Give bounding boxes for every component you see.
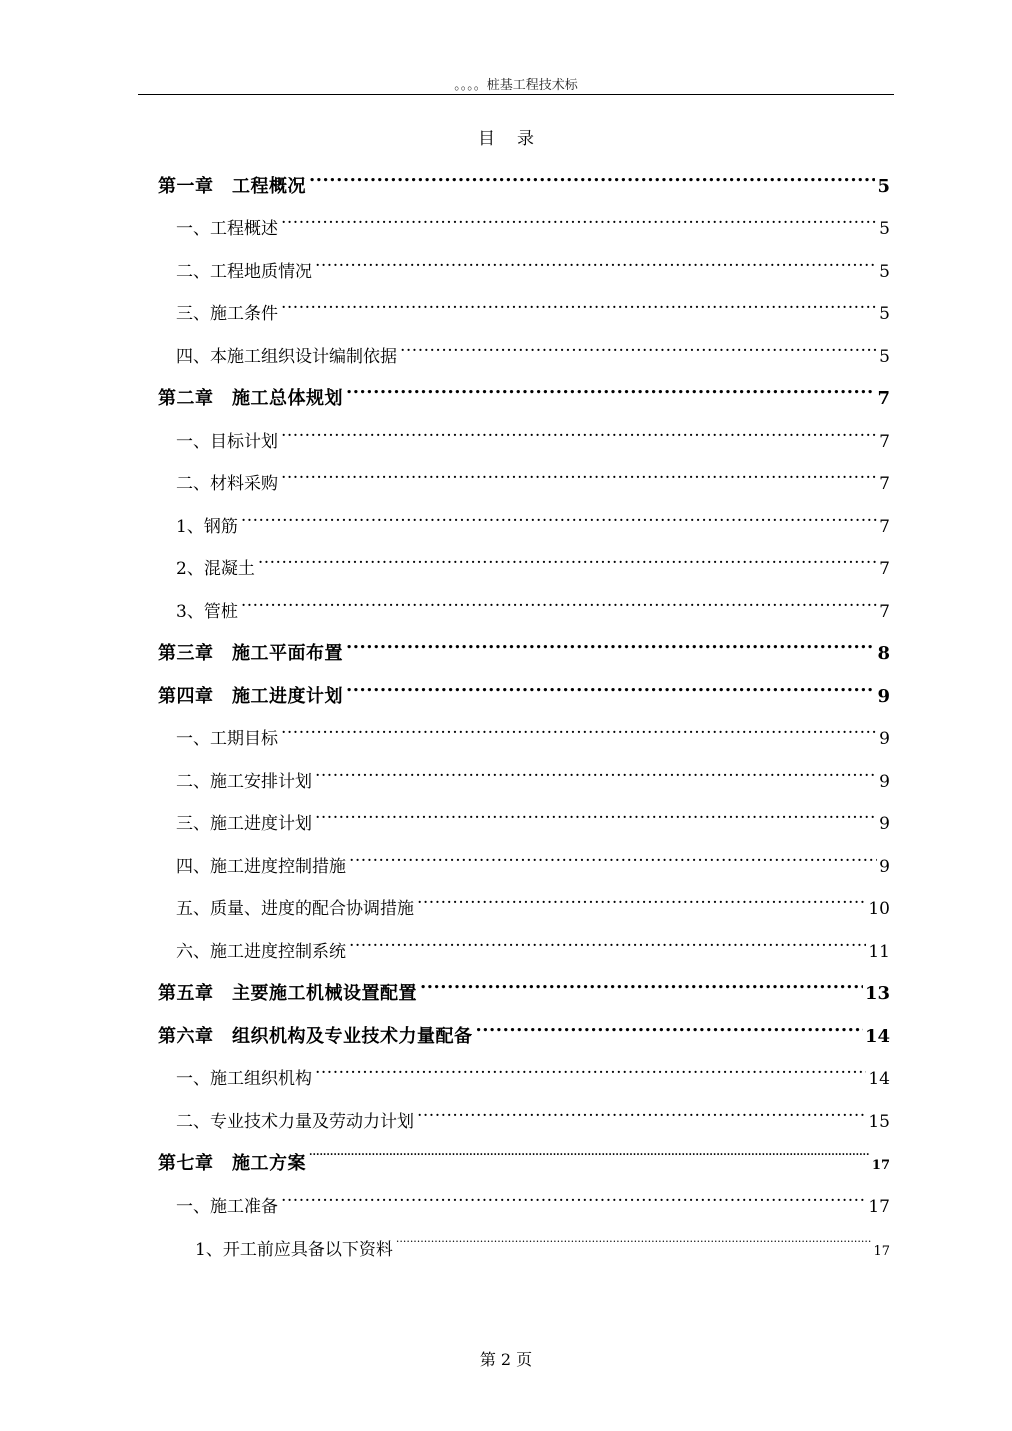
toc-entry-label: 第五章 主要施工机械设置配置 [158, 983, 417, 1004]
toc-leader-dots [346, 670, 875, 702]
toc-leader-dots [476, 1010, 863, 1042]
header-divider [138, 94, 894, 95]
toc-entry-page: 7 [879, 432, 890, 452]
toc-entry-page: 9 [879, 772, 890, 792]
toc-entry-section[interactable] [176, 415, 890, 452]
toc-entry-label: 四、本施工组织设计编制依据 [176, 347, 397, 367]
toc-entry-label: 第七章 施工方案 [158, 1153, 306, 1174]
toc-entry-page: 13 [864, 983, 890, 1004]
toc-entry-section[interactable] [176, 882, 890, 919]
toc-entry-page: 17 [873, 1244, 890, 1259]
toc-entry-label: 二、专业技术力量及劳动力计划 [176, 1112, 414, 1132]
toc-entry-section[interactable] [176, 840, 890, 877]
toc-entry-page: 15 [868, 1112, 890, 1132]
toc-entry-label: 第六章 组织机构及专业技术力量配备 [158, 1026, 473, 1047]
toc-entry-label: 二、材料采购 [176, 474, 278, 494]
toc-entry-page: 9 [877, 686, 890, 707]
toc-entry-section[interactable] [176, 1180, 890, 1217]
toc-entry-page: 9 [879, 814, 890, 834]
toc-entry-label: 一、工程概述 [176, 219, 278, 239]
toc-entry-page: 7 [879, 602, 890, 622]
toc-entry-label: 第三章 施工平面布置 [158, 643, 343, 664]
toc-entry-label: 三、施工进度计划 [176, 814, 312, 834]
toc-leader-dots [281, 287, 877, 319]
toc-leader-dots [241, 585, 877, 617]
toc-leader-dots [346, 372, 875, 404]
toc-entry-section[interactable] [176, 245, 890, 282]
toc-entry-label: 1、开工前应具备以下资料 [195, 1240, 393, 1260]
toc-leader-dots [315, 245, 877, 277]
toc-entry-chapter[interactable] [158, 1010, 890, 1047]
toc-leader-dots [417, 882, 866, 914]
toc-entry-label: 第四章 施工进度计划 [158, 686, 343, 707]
toc-entry-page: 14 [868, 1069, 890, 1089]
toc-leader-dots [315, 1052, 866, 1084]
toc-entry-section[interactable] [176, 712, 890, 749]
toc-entry-subsection[interactable] [176, 500, 890, 537]
toc-entry-subsection[interactable] [176, 542, 890, 579]
toc-entry-label: 一、目标计划 [176, 432, 278, 452]
toc-leader-dots [281, 415, 877, 447]
toc-leader-dots [417, 1095, 866, 1127]
toc-leader-dots [315, 797, 877, 829]
toc-entry-page: 17 [868, 1197, 890, 1217]
toc-leader-dots [315, 755, 877, 787]
toc-leader-dots [281, 1180, 866, 1212]
toc-entry-label: 2、混凝土 [176, 559, 255, 579]
toc-entry-page: 5 [879, 347, 890, 367]
toc-entry-page: 5 [877, 176, 890, 197]
toc-entry-chapter[interactable] [158, 372, 890, 409]
toc-entry-page: 5 [879, 262, 890, 282]
toc-leader-dots [400, 330, 877, 362]
toc-entry-page: 10 [868, 899, 890, 919]
toc-title: 目录 [478, 129, 556, 149]
toc-leader-dots [349, 925, 866, 957]
toc-leader-dots [349, 840, 877, 872]
toc-entry-section[interactable] [176, 755, 890, 792]
toc-entry-label: 四、施工进度控制措施 [176, 857, 346, 877]
toc-leader-dots [396, 1223, 872, 1255]
toc-entry-page: 17 [871, 1158, 890, 1173]
toc-entry-label: 3、管桩 [176, 602, 238, 622]
toc-entry-label: 六、施工进度控制系统 [176, 942, 346, 962]
toc-entry-label: 一、施工组织机构 [176, 1069, 312, 1089]
toc-entry-page: 7 [879, 559, 890, 579]
toc-entry-section[interactable] [176, 925, 890, 962]
toc-entry-label: 第二章 施工总体规划 [158, 388, 343, 409]
toc-entry-section[interactable] [176, 287, 890, 324]
toc-entry-page: 9 [879, 729, 890, 749]
toc-entry-section[interactable] [176, 1052, 890, 1089]
toc-entry-chapter[interactable] [158, 1137, 890, 1174]
toc-entry-section[interactable] [176, 457, 890, 494]
toc-entry-page: 7 [879, 517, 890, 537]
toc-entry-page: 8 [877, 643, 890, 664]
toc-entry-label: 一、施工准备 [176, 1197, 278, 1217]
toc-entry-section[interactable] [176, 330, 890, 367]
toc-leader-dots [241, 500, 877, 532]
toc-entry-page: 9 [879, 857, 890, 877]
toc-entry-label: 第一章 工程概况 [158, 176, 306, 197]
page-number-footer: 第 2 页 [479, 1350, 533, 1369]
toc-entry-label: 一、工期目标 [176, 729, 278, 749]
toc-entry-label: 五、质量、进度的配合协调措施 [176, 899, 414, 919]
toc-entry-chapter[interactable] [158, 967, 890, 1004]
toc-leader-dots [281, 712, 877, 744]
toc-entry-section[interactable] [176, 797, 890, 834]
toc-leader-dots [309, 160, 875, 192]
toc-entry-label: 1、钢筋 [176, 517, 238, 537]
toc-entry-subsection[interactable] [195, 1223, 890, 1260]
toc-entry-page: 5 [879, 219, 890, 239]
toc-entry-label: 二、施工安排计划 [176, 772, 312, 792]
toc-entry-label: 二、工程地质情况 [176, 262, 312, 282]
toc-leader-dots [346, 627, 875, 659]
toc-leader-dots [258, 542, 877, 574]
toc-leader-dots [281, 202, 877, 234]
toc-leader-dots [281, 457, 877, 489]
toc-entry-subsection[interactable] [176, 585, 890, 622]
toc-entry-page: 5 [879, 304, 890, 324]
toc-entry-section[interactable] [176, 202, 890, 239]
toc-leader-dots [309, 1137, 870, 1169]
toc-entry-page: 7 [879, 474, 890, 494]
running-header: 。。。。桩基工程技术标 [454, 78, 578, 93]
toc-entry-chapter[interactable] [158, 627, 890, 664]
toc-entry-label: 三、施工条件 [176, 304, 278, 324]
toc-leader-dots [420, 967, 863, 999]
toc-entry-chapter[interactable] [158, 160, 890, 197]
toc-entry-section[interactable] [176, 1095, 890, 1132]
toc-entry-chapter[interactable] [158, 670, 890, 707]
toc-entry-page: 7 [877, 388, 890, 409]
toc-entry-page: 14 [864, 1026, 890, 1047]
toc-entry-page: 11 [868, 942, 890, 962]
